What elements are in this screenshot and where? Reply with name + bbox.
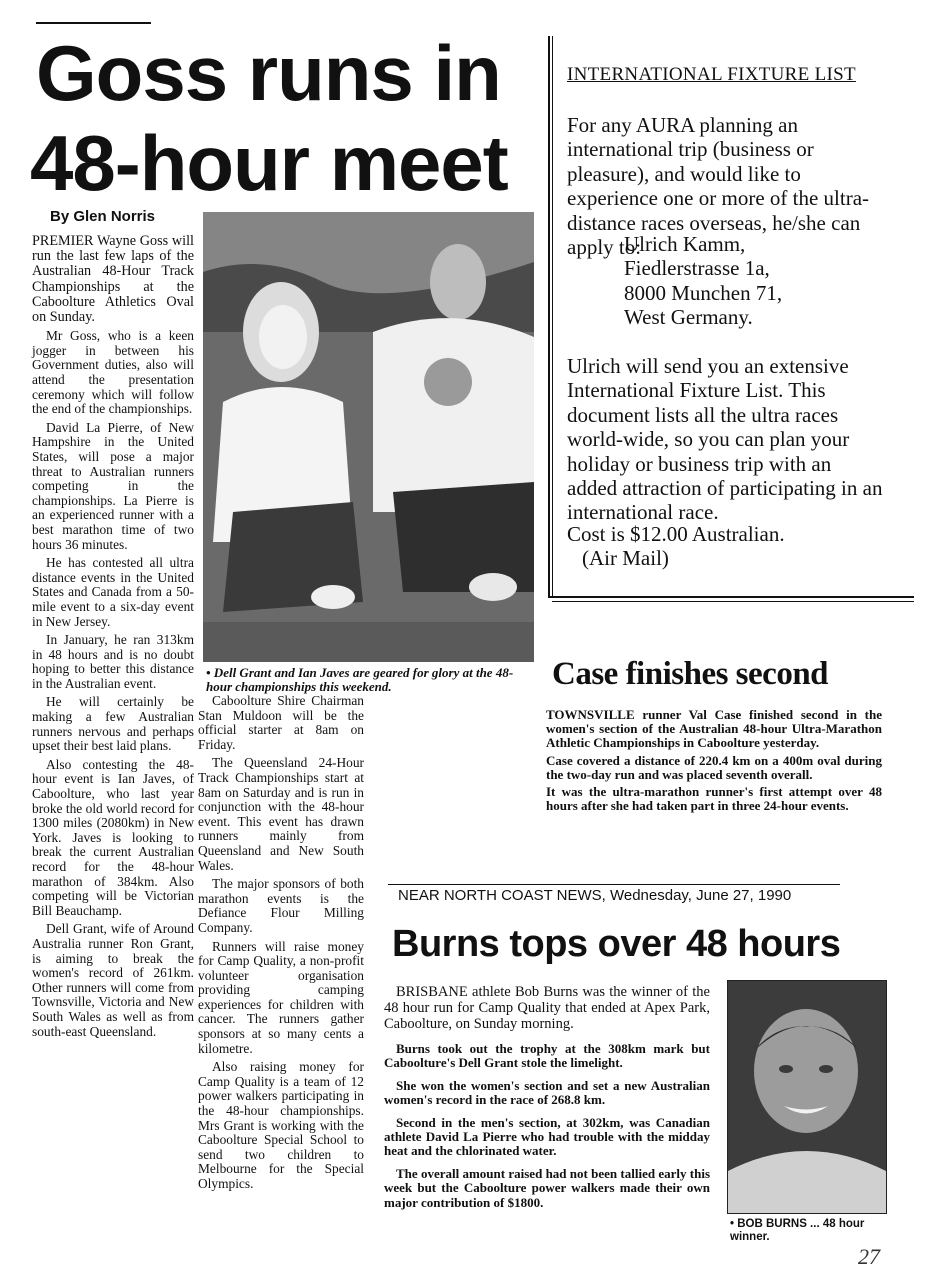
fixture-cost: Cost is $12.00 Australian. — [567, 522, 785, 546]
goss-column-2 — [198, 694, 364, 1196]
top-rule — [36, 22, 151, 24]
goss-paragraph: David La Pierre, of New Hampshire in the United States, will pose a major threat to Australian runners competing in the championships. La Pierre is an experienced runner with a best marathon time of two hours 36 minutes. — [32, 419, 194, 552]
burns-headline: Burns tops over 48 hours — [392, 923, 841, 965]
runners-photo-drawing — [203, 212, 534, 662]
goss-paragraph: He has contested all ultra distance events in the United States and Canada from a 50-mile event to a six-day event in New Jersey. — [32, 555, 194, 629]
fixture-address-line: West Germany. — [624, 305, 753, 330]
goss-paragraph: He will certainly be making a few Australian runners nervous and perhaps upset their best laid plans. — [32, 694, 194, 754]
case-body — [546, 708, 882, 813]
goss-paragraph: Also raising money for Camp Quality is a team of 12 power walkers participating in the 48-hour championships. Mrs Grant is working with the Caboolture Special School to send two children to Melbourne for the Special Olympics. — [198, 1059, 364, 1191]
burns-photo-caption: • BOB BURNS ... 48 hour winner. — [730, 1218, 865, 1243]
goss-paragraph: Mr Goss, who is a keen jogger in between his Government duties, also will attend the presentation ceremony which will follow the end of the championships. — [32, 328, 194, 417]
goss-headline-line1: Goss runs in — [36, 29, 501, 117]
fixture-airmail: (Air Mail) — [582, 546, 669, 570]
burns-body — [384, 984, 710, 1210]
burns-paragraph: She won the women's section and set a new Australian women's record in the race of 268.8 km. — [384, 1077, 710, 1108]
page-mark: 27 — [858, 1244, 880, 1269]
goss-paragraph: Caboolture Shire Chairman Stan Muldoon will be the official starter at 8am on Friday. — [198, 693, 364, 752]
burns-photo-drawing — [728, 981, 886, 1213]
goss-paragraph: Also contesting the 48-hour event is Ian Javes, of Caboolture, who last year broke the old world record for 1300 miles (2080km) in New York. Javes is looking to break the current Australian record for the 48-hour marathon of 384km. Also competing will be Victorian Bill Beauchamp. — [32, 756, 194, 918]
fixture-address — [624, 232, 874, 330]
case-paragraph: Case covered a distance of 220.4 km on a 400m oval during the two-day run and was placed seventh overall. — [546, 752, 882, 782]
goss-byline: By Glen Norris — [50, 208, 156, 225]
fixture-box-bottom-border — [548, 596, 914, 598]
runners-photo-caption: • Dell Grant and Ian Javes are geared for glory at the 48-hour championships this weekend. — [206, 665, 514, 694]
news-strip-rule — [388, 884, 840, 885]
burns-paragraph: Burns took out the trophy at the 308km mark but Caboolture's Dell Grant stole the limelight. — [384, 1041, 710, 1071]
goss-paragraph: Dell Grant, wife of Around Australia runner Ron Grant, is aiming to break the women's record of 261km. Other runners will come from Townsville, Victoria and New South Wales as well as from south-east Queensland. — [32, 921, 194, 1039]
fixture-box-bottom-border-inner — [552, 601, 914, 602]
burns-paragraph: The overall amount raised had not been tallied early this week but the Caboolture power walkers made their own major contribution of $1800. — [384, 1165, 710, 1210]
goss-paragraph: The Queensland 24-Hour Track Championships start at 8am on Saturday and is run in conjunction with the 48-hour event. This event has drawn runners mainly from Queensland and New South Wales. — [198, 755, 364, 873]
case-paragraph: It was the ultra-marathon runner's first attempt over 48 hours after she had taken part in three 24-hour events. — [546, 784, 882, 814]
case-headline: Case finishes second — [552, 656, 829, 692]
goss-column-1 — [32, 234, 194, 1043]
goss-headline-line2: 48-hour meet — [30, 119, 508, 207]
fixture-address-line: 8000 Munchen 71, — [624, 280, 783, 305]
fixture-heading: INTERNATIONAL FIXTURE LIST — [567, 64, 856, 85]
case-paragraph: TOWNSVILLE runner Val Case finished second in the women's section of the Australian 48-hour Ultra-Marathon Athletic Championships in Caboolture yesterday. — [546, 707, 882, 751]
goss-paragraph: The major sponsors of both marathon events is the Defiance Flour Milling Company. — [198, 876, 364, 935]
runners-photo — [203, 212, 534, 662]
fixture-box-left-border — [548, 36, 550, 598]
goss-paragraph: Runners will raise money for Camp Quality, a non-profit volunteer organisation providing camping experiences for children with cancer. The runners gather sponsors at so many cents a kilometre. — [198, 938, 364, 1056]
burns-lead: BRISBANE athlete Bob Burns was the winner of the 48 hour run for Camp Quality that ended at Apex Park, Caboolture, on Sunday morning. — [384, 984, 710, 1032]
fixture-body: Ulrich will send you an extensive International Fixture List. This document lists all the ultra races world-wide, so you can plan your holiday or business trip with an added attraction of participating in an international race. — [567, 354, 883, 525]
fixture-intro: For any AURA planning an international trip (business or pleasure), and would like to experience one or more of the ultra-distance races overseas, he/she can apply to: — [567, 113, 870, 260]
goss-lead: PREMIER Wayne Goss will run the last few laps of the Australian 48-Hour Track Championships at the Caboolture Athletics Oval on Sunday. — [32, 233, 194, 326]
goss-paragraph: In January, he ran 313km in 48 hours and is no doubt hoping to better this distance in the Australian event. — [32, 632, 194, 691]
burns-paragraph: Second in the men's section, at 302km, was Canadian athlete David La Pierre who had trouble with the midday heat and the chlorinated water. — [384, 1114, 710, 1159]
news-strip: NEAR NORTH COAST NEWS, Wednesday, June 27, 1990 — [398, 887, 792, 904]
fixture-box-left-border-inner — [552, 36, 553, 598]
burns-photo — [727, 980, 887, 1214]
fixture-address-line: Ulrich Kamm, — [624, 232, 746, 256]
fixture-address-line: Fiedlerstrasse 1a, — [624, 256, 770, 281]
